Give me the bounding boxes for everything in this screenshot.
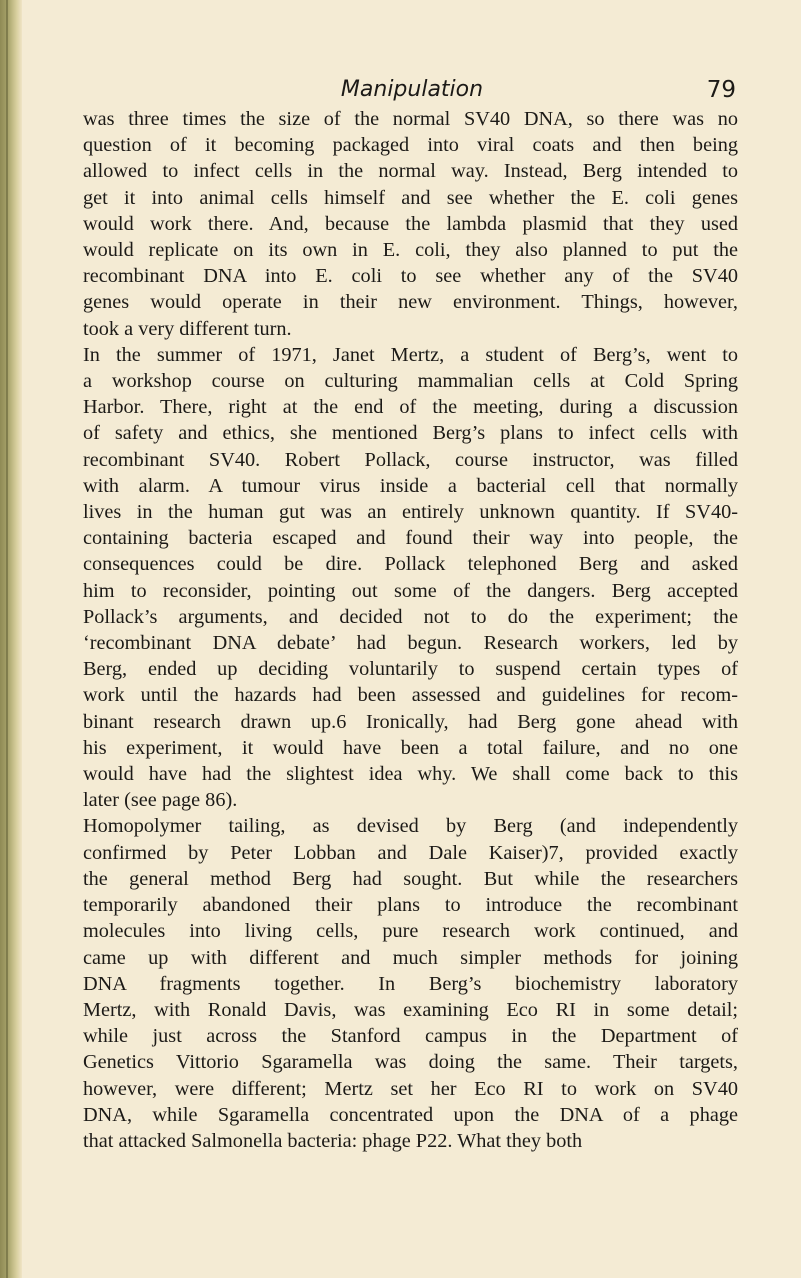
text-line: while just across the Stanford campus in the Department of (83, 1025, 738, 1048)
text-line: confirmed by Peter Lobban and Dale Kaiser)7, provided exactly (83, 841, 738, 864)
paragraph (83, 106, 738, 342)
text-line: a workshop course on culturing mammalian cells at Cold Spring (83, 370, 738, 393)
text-line: of safety and ethics, she mentioned Berg’s plans to infect cells with (83, 422, 738, 445)
text-line: was three times the size of the normal SV40 DNA, so there was no (83, 108, 738, 130)
text-line: lives in the human gut was an entirely unknown quantity. If SV40- (83, 501, 738, 524)
paragraph (83, 813, 738, 1154)
text-line: the general method Berg had sought. But while the researchers (83, 867, 738, 890)
text-line: Berg, ended up deciding voluntarily to suspend certain types of (83, 658, 738, 681)
running-title: Manipulation (340, 77, 484, 102)
text-line: later (see page 86). (83, 789, 238, 812)
text-line: Pollack’s arguments, and decided not to do the experiment; the (83, 605, 738, 628)
text-line: would replicate on its own in E. coli, they also planned to put the (83, 239, 738, 262)
page-header (82, 72, 742, 108)
text-line: containing bacteria escaped and found their way into people, the (83, 527, 738, 550)
text-line: him to reconsider, pointing out some of the dangers. Berg accepted (83, 579, 738, 602)
text-line: would have had the slightest idea why. We shall come back to this (83, 763, 738, 786)
text-line: recombinant DNA into E. coli to see whether any of the SV40 (83, 265, 738, 288)
text-line: DNA, while Sgaramella concentrated upon the DNA of a phage (83, 1103, 738, 1126)
text-line: came up with different and much simpler methods for joining (83, 946, 738, 969)
text-line: Harbor. There, right at the end of the meeting, during a discussion (83, 396, 738, 419)
text-line: molecules into living cells, pure research work continued, and (83, 920, 738, 943)
text-line: allowed to infect cells in the normal way. Instead, Berg intended to (83, 160, 738, 183)
text-line: Homopolymer tailing, as devised by Berg (and independently (83, 815, 738, 838)
text-line: get it into animal cells himself and see whether the E. coli genes (83, 186, 738, 209)
text-line: however, were different; Mertz set her Eco RI to work on SV40 (83, 1077, 738, 1100)
text-line: genes would operate in their new environment. Things, however, (83, 291, 738, 314)
page-number: 79 (706, 77, 736, 103)
text-line: DNA fragments together. In Berg’s biochemistry laboratory (83, 972, 738, 995)
body-text (83, 106, 738, 1154)
text-line: temporarily abandoned their plans to introduce the recombinant (83, 894, 738, 917)
text-line: binant research drawn up.6 Ironically, had Berg gone ahead with (83, 710, 738, 733)
text-line: that attacked Salmonella bacteria: phage P22. What they both (83, 1129, 583, 1152)
text-line: Mertz, with Ronald Davis, was examining Eco RI in some detail; (83, 998, 738, 1021)
text-line: consequences could be dire. Pollack telephoned Berg and asked (83, 553, 738, 576)
text-line: with alarm. A tumour virus inside a bacterial cell that normally (83, 474, 738, 497)
paragraph (83, 342, 738, 814)
text-line: In the summer of 1971, Janet Mertz, a student of Berg’s, went to (83, 343, 738, 366)
text-line: took a very different turn. (83, 317, 292, 340)
text-line: would work there. And, because the lambda plasmid that they used (83, 212, 738, 235)
text-line: ‘recombinant DNA debate’ had begun. Research workers, led by (83, 632, 738, 655)
text-line: his experiment, it would have been a total failure, and no one (83, 736, 738, 759)
text-line: work until the hazards had been assessed and guidelines for recom- (83, 684, 738, 707)
text-line: question of it becoming packaged into viral coats and then being (83, 134, 738, 157)
text-line: Genetics Vittorio Sgaramella was doing the same. Their targets, (83, 1051, 738, 1074)
text-line: recombinant SV40. Robert Pollack, course instructor, was filled (83, 448, 738, 471)
